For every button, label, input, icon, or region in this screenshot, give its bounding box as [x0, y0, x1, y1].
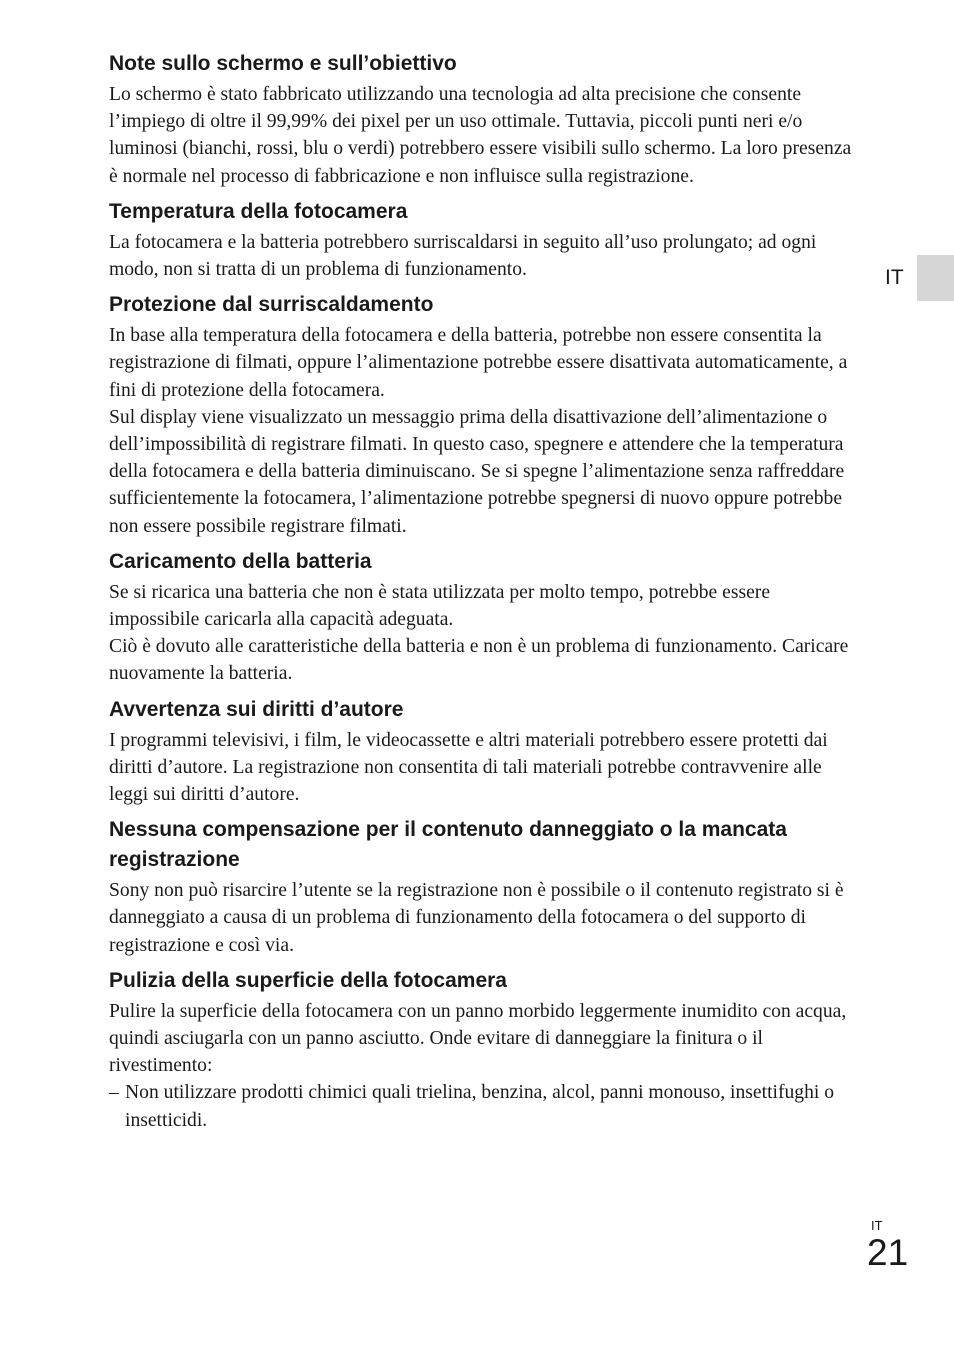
list-item: [109, 1079, 861, 1133]
language-tab-label: IT: [885, 266, 904, 289]
section-paragraph: Sul display viene visualizzato un messaggio prima della disattivazione dell’alimentazione o dell’impossibilità di registrare filmati. In questo caso, spegnere e attendere che la temperatura della fotocamera e della batteria diminuiscano. Se si spegne l’alimentazione senza raffreddare sufficientemente la fotocamera, l’alimentazione potrebbe spegnersi di nuovo oppure potrebbe non essere possibile registrare filmati.: [109, 406, 845, 537]
section-no-compensation: [109, 815, 861, 959]
page-number: 21: [867, 1232, 909, 1273]
section-screen-lens: [109, 49, 861, 190]
section-battery-charging: [109, 547, 861, 688]
section-paragraph: Lo schermo è stato fabbricato utilizzando una tecnologia ad alta precisione che consente l’impiego di oltre il 99,99% dei pixel per un uso ottimale. Tuttavia, piccoli punti neri e/o luminosi (bianchi, rossi, blu o verdi) potrebbero essere visibili sullo schermo. La loro presenza è normale nel processo di fabbricazione e non influisce sulla registrazione.: [109, 84, 852, 187]
language-tab-marker: [917, 255, 954, 301]
section-camera-temperature: [109, 197, 861, 283]
section-paragraph: Sony non può risarcire l’utente se la registrazione non è possibile o il contenuto registrato si è danneggiato a causa di un problema di funzionamento della fotocamera o del supporto di registrazione e così via.: [109, 880, 844, 956]
section-heading: Protezione dal surriscaldamento: [109, 293, 434, 317]
section-paragraph: Pulire la superficie della fotocamera con un panno morbido leggermente inumidito con acqua, quindi asciugarla con un panno asciutto. Onde evitare di danneggiare la finitura o il rivestimento:: [109, 1000, 847, 1077]
section-heading: Temperatura della fotocamera: [109, 199, 408, 223]
section-paragraph: Ciò è dovuto alle caratteristiche della batteria e non è un problema di funzionamento. Caricare nuovamente la batteria.: [109, 636, 849, 685]
dash-bullet: –: [109, 1082, 119, 1104]
page-content: [109, 49, 861, 1134]
footer-language: IT: [871, 1218, 883, 1233]
section-paragraph: La fotocamera e la batteria potrebbero surriscaldarsi in seguito all’uso prolungato; ad ogni modo, non si tratta di un problema di funzionamento.: [109, 231, 817, 281]
section-paragraph: I programmi televisivi, i film, le videocassette e altri materiali potrebbero essere protetti dai diritti d’autore. La registrazione non consentita di tali materiali potrebbe contravvenire alle leggi sui diritti d’autore.: [109, 729, 828, 806]
section-paragraph: In base alla temperatura della fotocamera e della batteria, potrebbe non essere consentita la registrazione di filmati, oppure l’alimentazione potrebbe essere disattivata automaticamente, a fini di protezione della fotocamera.: [109, 325, 848, 401]
section-overheat-protection: [109, 290, 861, 540]
section-paragraph: Se si ricarica una batteria che non è stata utilizzata per molto tempo, potrebbe essere impossibile caricarla alla capacità adeguata.: [109, 581, 771, 631]
section-heading: Caricamento della batteria: [109, 549, 372, 573]
section-heading: Avvertenza sui diritti d’autore: [109, 697, 404, 721]
section-heading: Note sullo schermo e sull’obiettivo: [109, 52, 457, 75]
section-cleaning: [109, 966, 861, 1134]
list-item-text: Non utilizzare prodotti chimici quali trielina, benzina, alcol, panni monouso, insettifughi o insetticidi.: [125, 1082, 835, 1131]
section-heading: Pulizia della superficie della fotocamera: [109, 968, 507, 992]
section-heading: Nessuna compensazione per il contenuto danneggiato o la mancata registrazione: [109, 818, 787, 872]
section-copyright-warning: [109, 695, 861, 809]
